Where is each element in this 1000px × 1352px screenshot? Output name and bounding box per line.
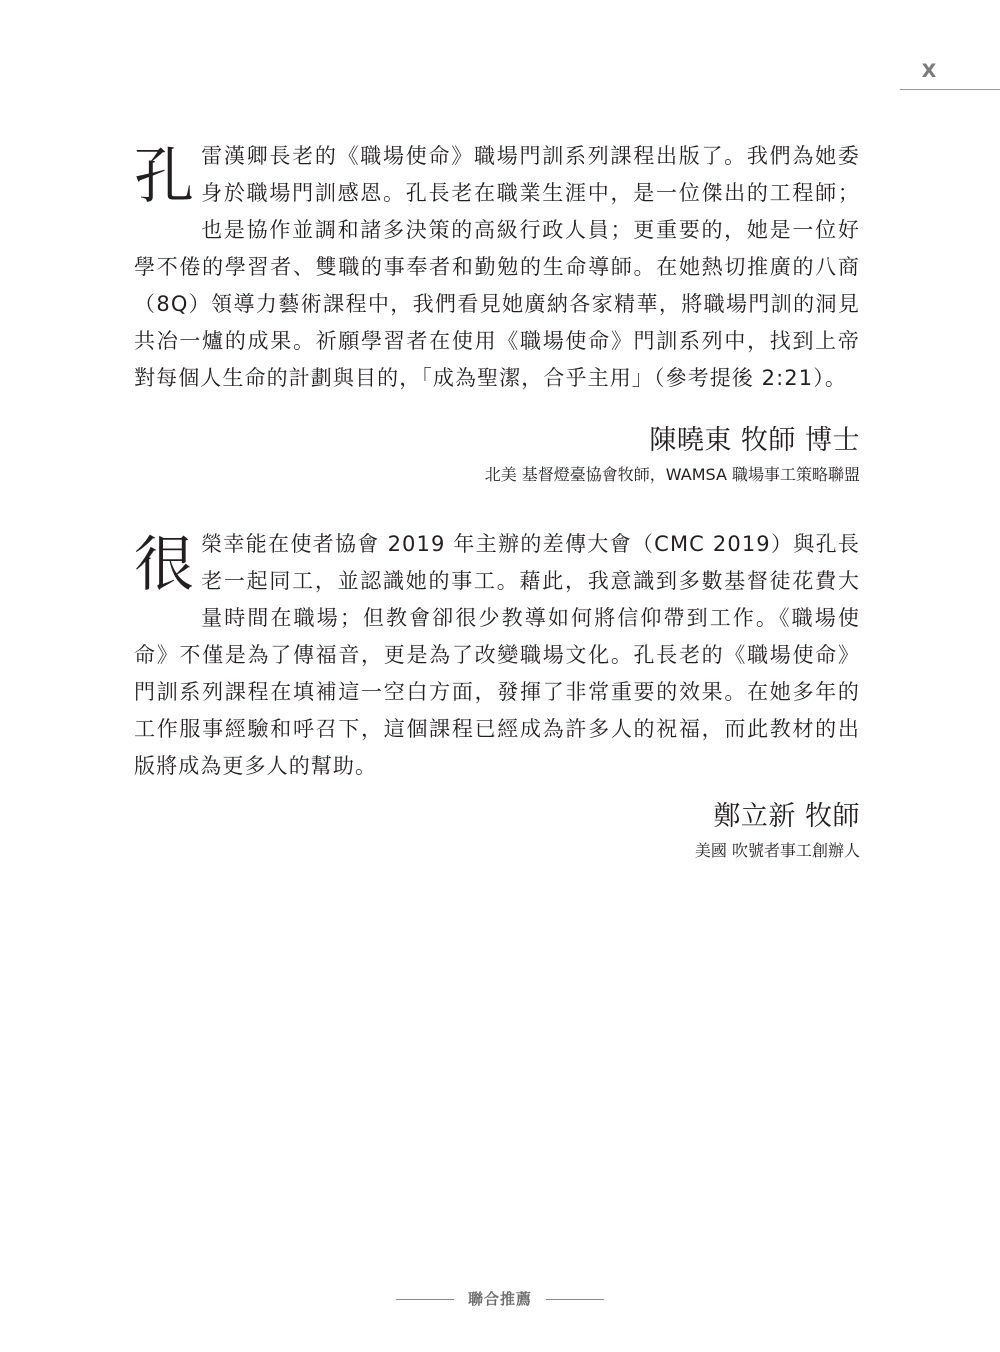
signature-2 [695, 800, 860, 862]
recommendation-2-body [134, 526, 860, 785]
signer-name-2: 鄭立新 牧師 [713, 801, 860, 832]
signer-name-1: 陳曉東 牧師 博士 [649, 425, 860, 456]
recommendation-1-text: 雷漢卿長老的《職場使命》職場門訓系列課程出版了。我們為她委身於職場門訓感恩。孔長老在職業生涯中，是一位傑出的工程師；也是協作並調和諸多決策的高級行政人員；更重要的，她是一位好學不倦的學習者、雙職的事奉者和勤勉的生命導師。在她熱切推廣的八商（8Q）領導力藝術課程中，我們看見她廣納各家精華，將職場門訓的洞見共冶一爐的成果。祈願學習者在使用《職場使命》門訓系列中，找到上帝對每個人生命的計劃與目的，「成為聖潔，合乎主用」（參考提後 2:21）。 [134, 144, 860, 390]
recommendation-1-body [134, 138, 860, 397]
dropcap-2: 很 [134, 530, 196, 600]
recommendation-2-text: 榮幸能在使者協會 2019 年主辦的差傳大會（CMC 2019）與孔長老一起同工，並認識她的事工。藉此，我意識到多數基督徒花費大量時間在職場；但教會卻很少教導如何將信仰帶到工作。《職場使命》不僅是為了傳福音，更是為了改變職場文化。孔長老的《職場使命》門訓系列課程在填補這一空白方面，發揮了非常重要的效果。在她多年的工作服事經驗和呼召下，這個課程已經成為許多人的祝福，而此教材的出版將成為更多人的幫助。 [134, 532, 860, 778]
signature-1 [485, 424, 860, 486]
page-footer [0, 1288, 1000, 1310]
footer-rule-left [396, 1299, 454, 1300]
page-number-rule [900, 89, 1000, 90]
recommendation-1 [134, 138, 860, 397]
footer-rule-right [546, 1299, 604, 1300]
footer-section-label: 聯合推薦 [467, 1290, 532, 1308]
recommendation-2 [134, 526, 860, 785]
dropcap-1: 孔 [134, 142, 196, 212]
signer-title-1: 北美 基督燈臺協會牧師，WAMSA 職場事工策略聯盟 [484, 465, 860, 484]
signer-title-2: 美國 吹號者事工創辦人 [694, 841, 860, 860]
page-number: X [921, 60, 937, 82]
